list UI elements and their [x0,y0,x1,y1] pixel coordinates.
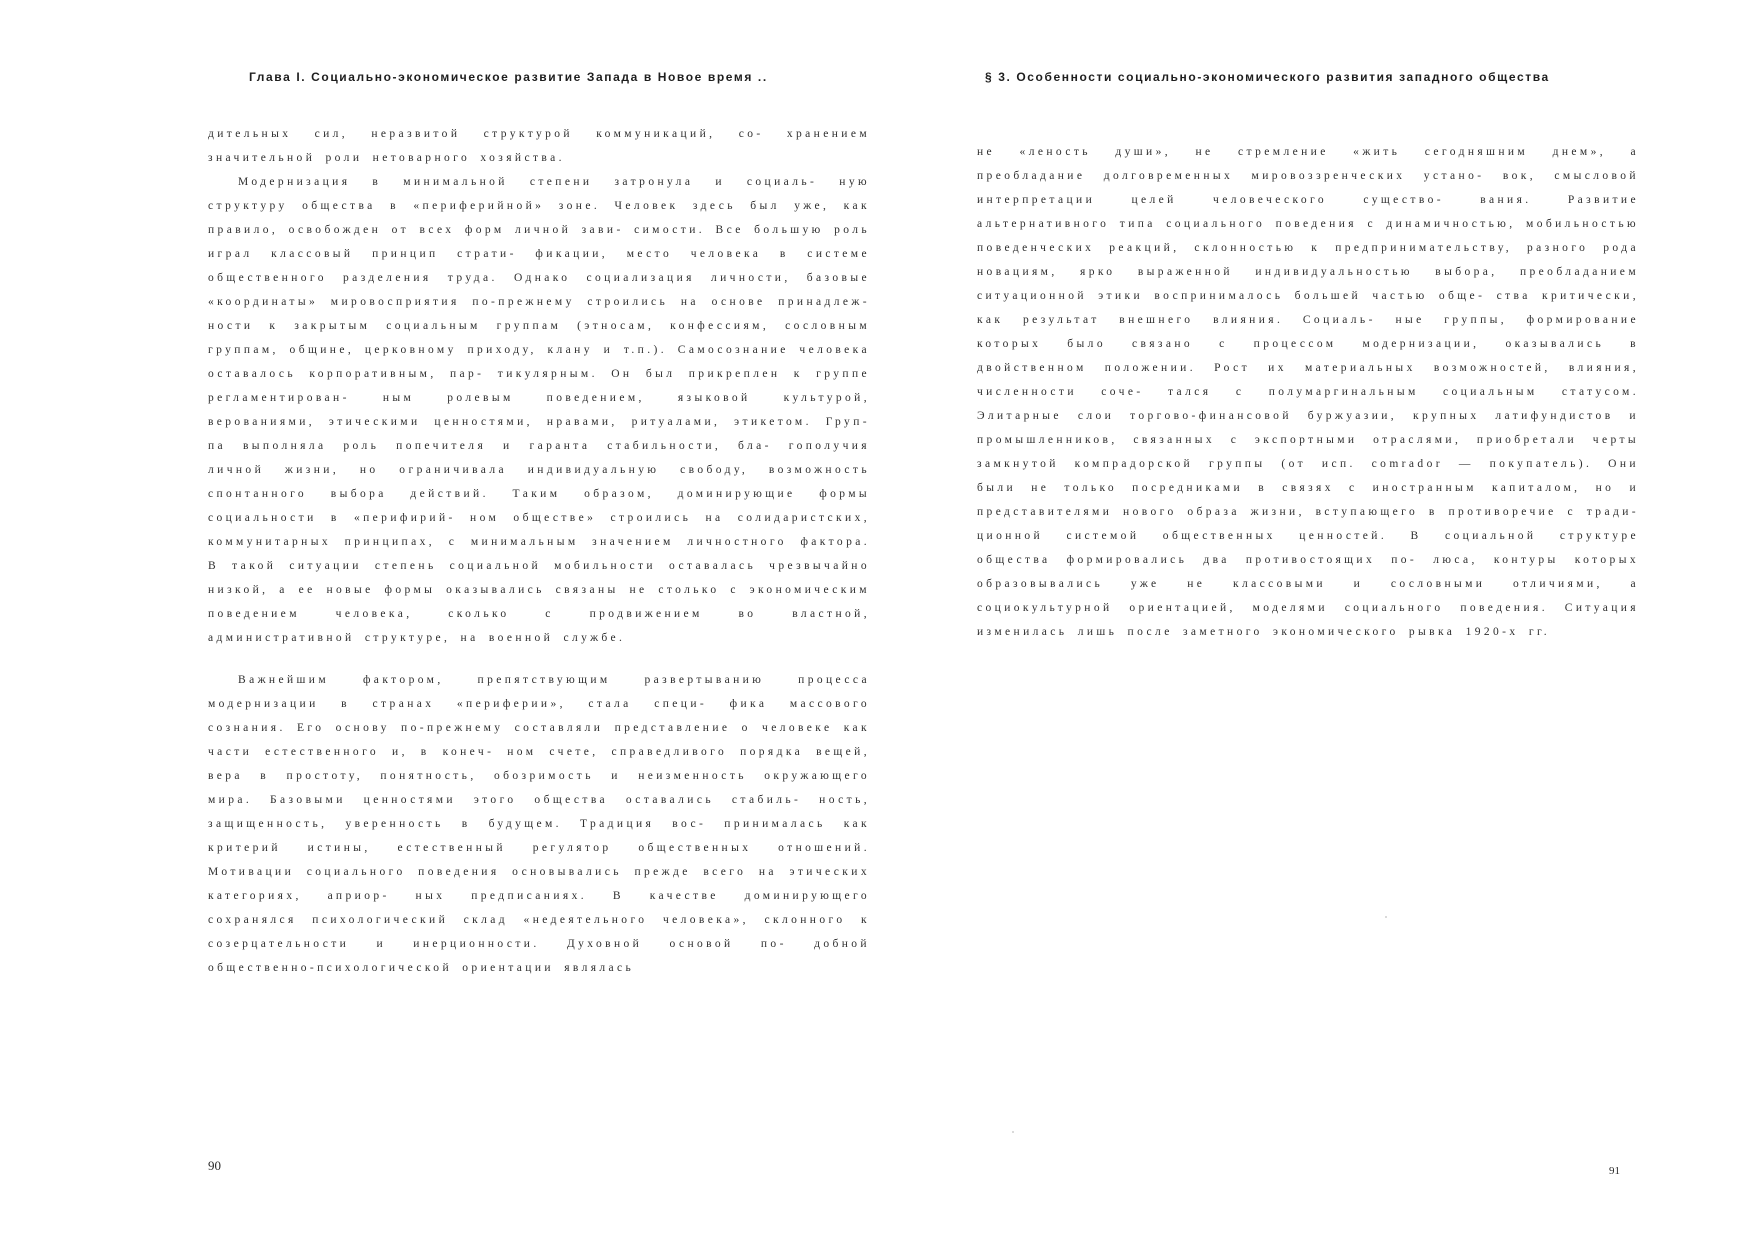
paper-speck [1385,916,1387,918]
running-head-left: Глава I. Социально-экономическое развитие Запада в Новое время .. [249,70,768,84]
paragraph: не «леность души», не стремление «жить сегодняшним днем», а преобладание долговременных мировоззренческих устано- вок, смысловой интерпретации целей человеческого существо- вания. Развитие альтернативного типа социального поведения с динамичностью, мобильностью поведенческих реакций, склонностью к предпринимательству, разного рода новациям, ярко выраженной индивидуальностью выбора, преобладанием ситуационной этики воспринималось большей частью обще- ства критически, как результат внешнего влияния. Социаль- ные группы, формирование которых было связано с процессом модернизации, оказывались в двойственном положении. Рост их материальных возможностей, влияния, численности соче- тался с полумаргинальным социальным статусом. Элитарные слои торгово-финансовой буржуазии, крупных латифундистов и промышленников, связанных с экспортными отраслями, приобретали черты замкнутой компрадорской группы (от исп. comrador — покупатель). Они были не только посредниками в связях с иностранным капиталом, но и представителями нового образа жизни, вступающего в противоречие с тради- ционной системой общественных ценностей. В социальной структуре общества формировались два противостоящих по- люса, контуры которых образовывались уже не классовыми и сословными отличиями, а социокультурной ориентацией, моделями социального поведения. Ситуация изменилась лишь после заметного экономического рывка 1920-х гг. [977,146,1639,638]
page-number-right: 91 [1609,1165,1620,1177]
paragraph: Модернизация в минимальной степени затронула и социаль- ную структуру общества в «периферийной» зоне. Человек здесь был уже, как правило, освобожден от всех форм личной зави- симости. Все большую роль играл классовый принцип страти- фикации, место человека в системе общественного разделения труда. Однако социализация личности, базовые «координаты» мировосприятия по-прежнему строились на основе принадлеж- ности к закрытым социальным группам (этносам, конфессиям, сословным группам, общине, церковному приходу, клану и т.п.). Самосознание человека оставалось корпоративным, пар- тикулярным. Он был прикреплен к группе регламентирован- ным ролевым поведением, языковой культурой, верованиями, этическими ценностями, нравами, ритуалами, этикетом. Груп- па выполняла роль попечителя и гаранта стабильности, бла- гополучия личной жизни, но ограничивала индивидуальную свободу, возможность спонтанного выбора действий. Таким образом, доминирующие формы социальности в «перифирий- ном обществе» строились на солидаристских, коммунитарных принципах, с минимальным значением личностного фактора. В такой ситуации степень социальной мобильности оставалась чрезвычайно низкой, а ее новые формы оказывались связаны не столько с экономическим поведением человека, сколько с продвижением во властной, административной структуре, на военной службе. [208,176,870,644]
body-text-left [208,122,870,980]
paragraph: Важнейшим фактором, препятствующим развертыванию процесса модернизации в странах «периферии», стала специ- фика массового сознания. Его основу по-прежнему составляли представление о человеке как части естественного и, в конеч- ном счете, справедливого порядка вещей, вера в простоту, понятность, обозримость и неизменность окружающего мира. Базовыми ценностями этого общества оставались стабиль- ность, защищенность, уверенность в будущем. Традиция вос- принималась как критерий истины, естественный регулятор общественных отношений. Мотивации социального поведения основывались прежде всего на этических категориях, априор- ных предписаниях. В качестве доминирующего сохранялся психологический склад «недеятельного человека», склонного к созерцательности и инерционности. Духовной основой по- добной общественно-психологической ориентации являлась [208,674,870,974]
running-head-right: § 3. Особенности социально-экономического развития западного общества [985,70,1550,84]
page-number-left: 90 [208,1158,221,1173]
paragraph: дительных сил, неразвитой структурой коммуникаций, со- хранением значительной роли нетоварного хозяйства. [208,128,870,164]
paper-speck [1012,1131,1014,1133]
body-text-right [977,140,1639,644]
right-page [877,0,1754,1239]
